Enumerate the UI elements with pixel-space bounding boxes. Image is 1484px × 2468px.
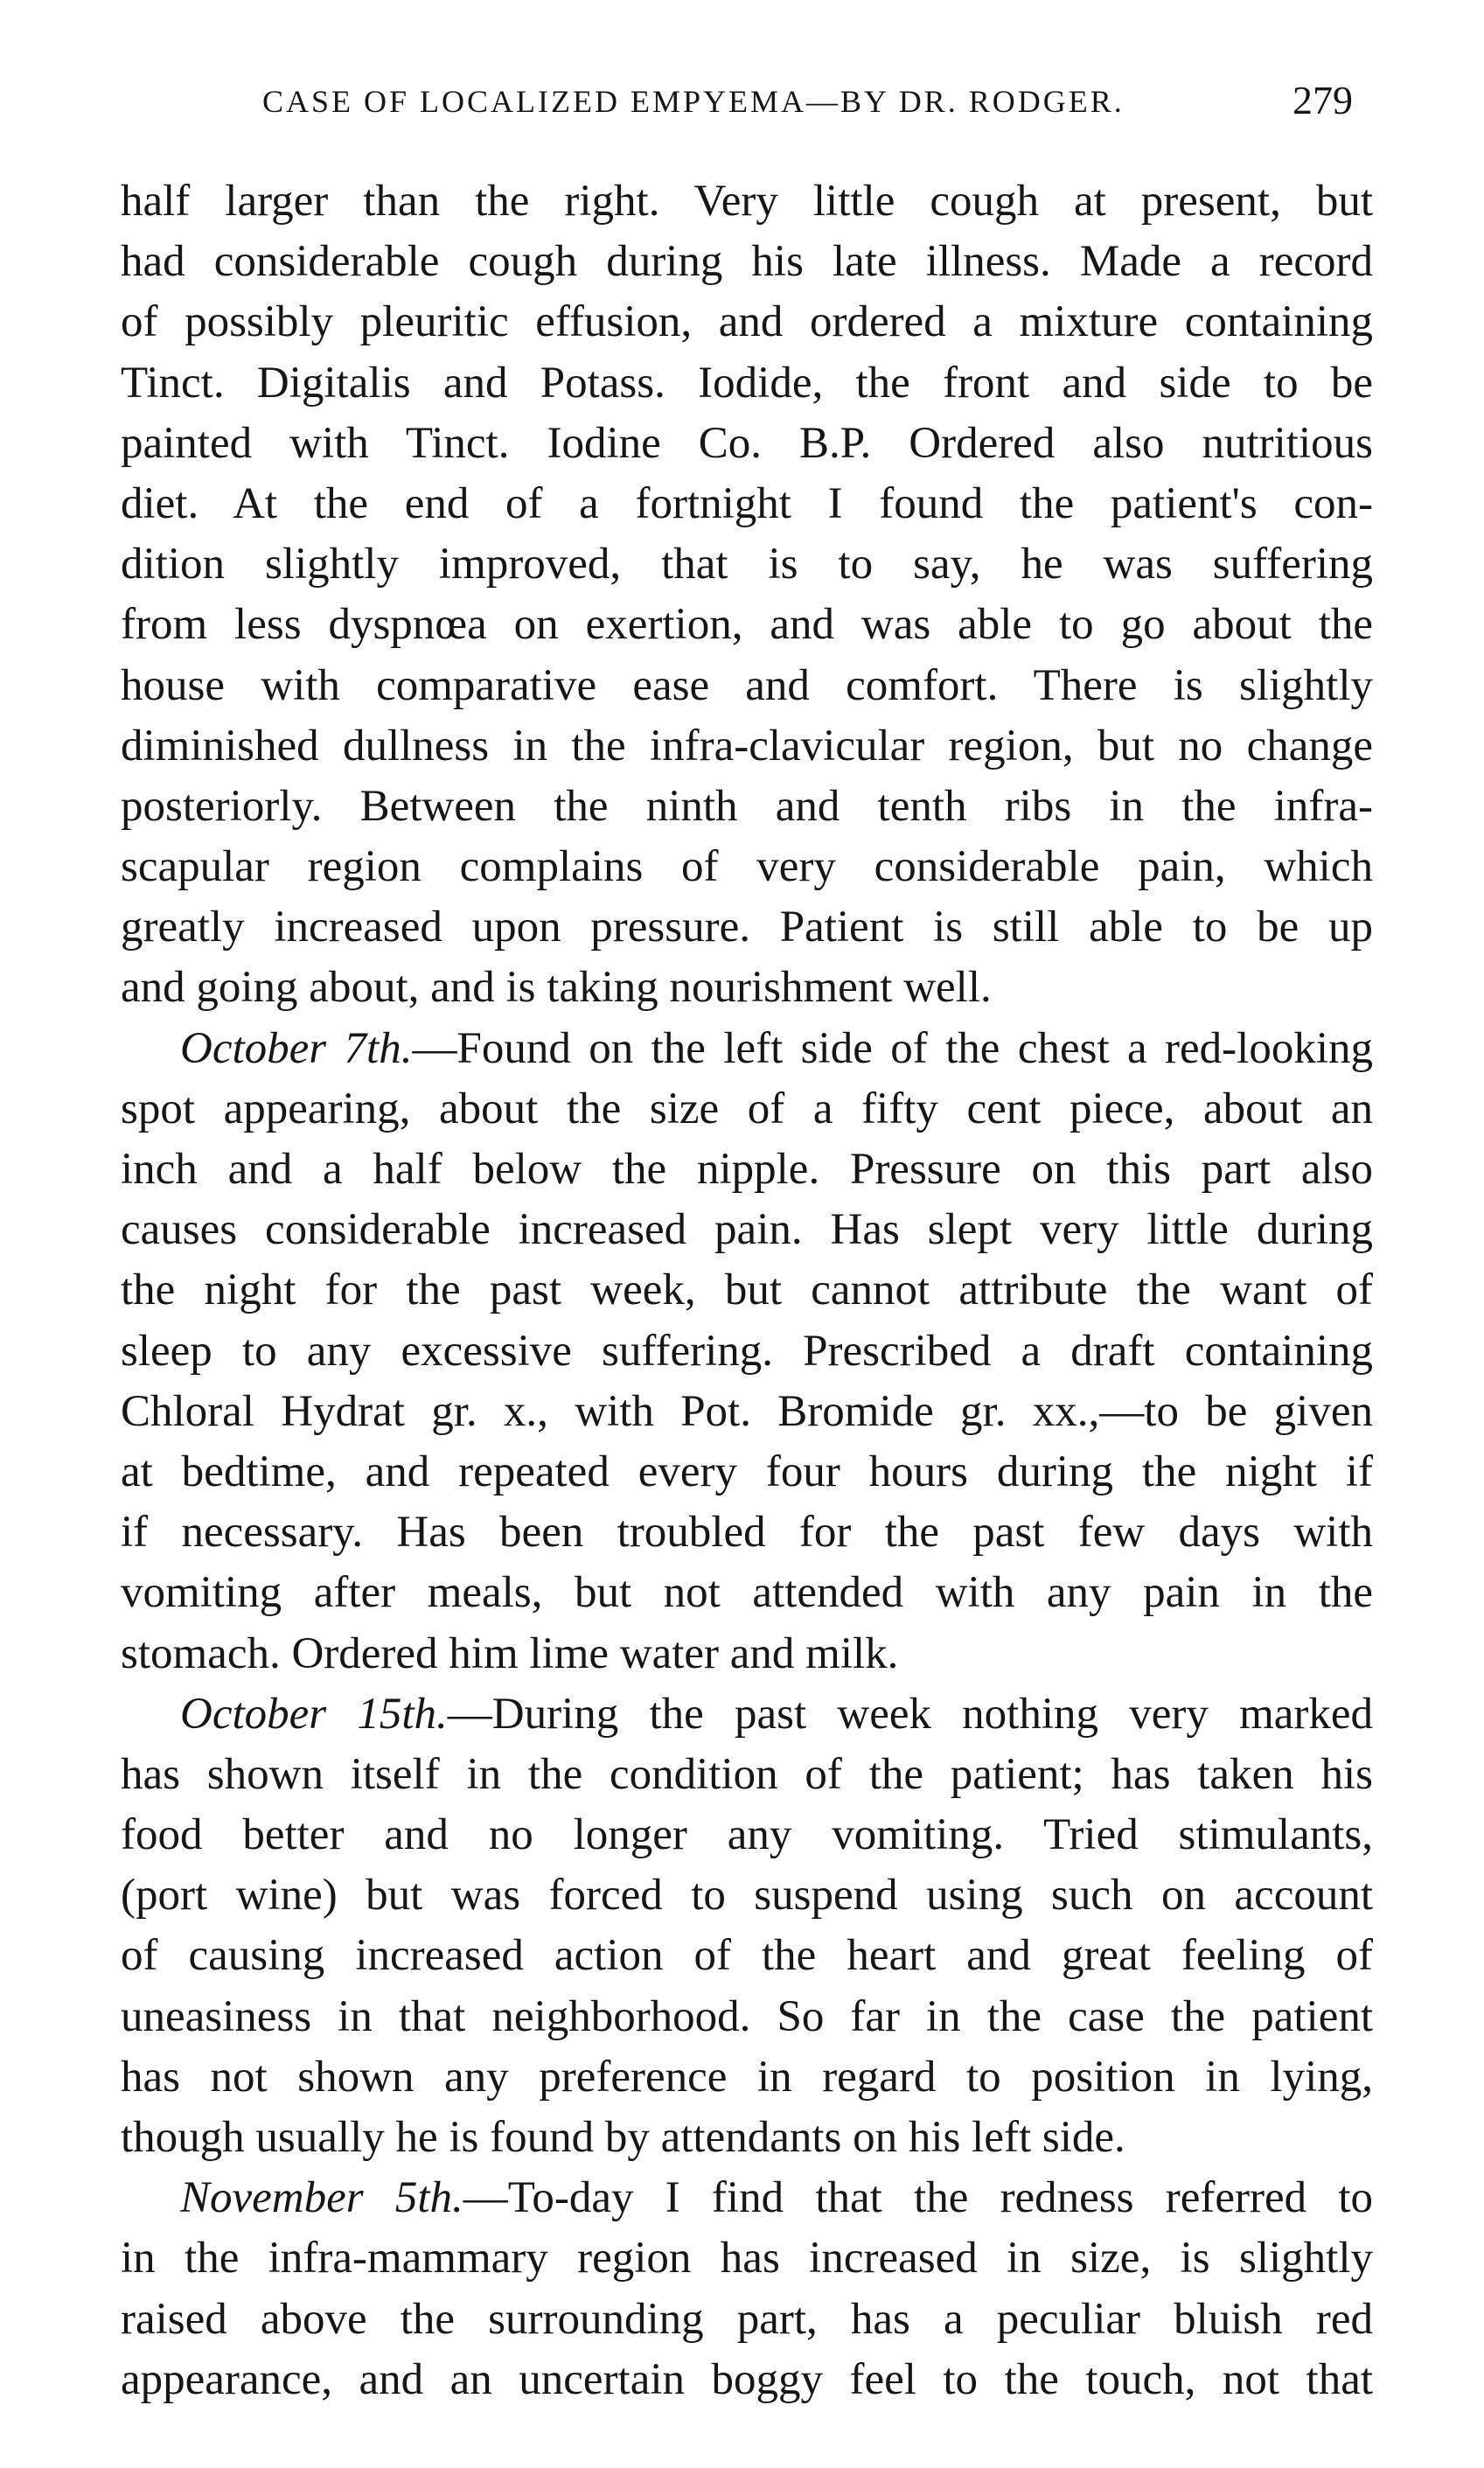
text-line: from less dyspnœa on exertion, and was able to go about the	[121, 600, 1373, 650]
text-line: spot appearing, about the size of a fifty cent piece, about an	[121, 1084, 1373, 1133]
text-line: vomiting after meals, but not attended with any pain in the	[121, 1568, 1373, 1618]
text-line: appearance, and an uncertain boggy feel to the touch, not that	[121, 2354, 1373, 2404]
text-line: in the infra-mammary region has increased in size, is slightly	[121, 2234, 1373, 2283]
text-line: greatly increased upon pressure. Patient is still able to be up	[121, 903, 1373, 952]
body-text	[121, 171, 1373, 2410]
page-number: 279	[1292, 78, 1353, 122]
entry-date-nov-5: November 5th.	[180, 2173, 463, 2223]
text-line: has not shown any preference in regard to position in lying,	[121, 2052, 1373, 2102]
text-line-dated	[121, 1684, 1373, 1745]
text-line: raised above the surrounding part, has a peculiar bluish red	[121, 2294, 1373, 2344]
text-line: and going about, and is taking nourishment well.	[121, 963, 992, 1013]
text-line: of causing increased action of the heart and great feeling of	[121, 1931, 1373, 1981]
text-line: food better and no longer any vomiting. Tried stimulants,	[121, 1810, 1373, 1860]
text-line: scapular region complains of very considerable pain, which	[121, 842, 1373, 892]
text-line: of possibly pleuritic effusion, and ordered a mixture containing	[121, 297, 1373, 347]
entry-date-oct-7: October 7th.	[180, 1023, 413, 1073]
running-head-title: CASE OF LOCALIZED EMPYEMA—BY DR. RODGER.	[262, 84, 1125, 119]
text-line: uneasiness in that neighborhood. So far in the case the patient	[121, 1991, 1373, 2041]
text-line: (port wine) but was forced to suspend using such on account	[121, 1871, 1373, 1921]
text-line: causes considerable increased pain. Has slept very little during	[121, 1205, 1373, 1255]
text-line: at bedtime, and repeated every four hours during the night if	[121, 1447, 1373, 1496]
text-line: the night for the past week, but cannot attribute the want of	[121, 1265, 1373, 1315]
text-line: Tinct. Digitalis and Potass. Iodide, the front and side to be	[121, 358, 1373, 408]
text-line: posteriorly. Between the ninth and tenth ribs in the infra-	[121, 781, 1373, 831]
text-line: house with comparative ease and comfort. There is slightly	[121, 660, 1373, 710]
text-line: though usually he is found by attendants on his left side.	[121, 2113, 1125, 2162]
text-line: diet. At the end of a fortnight I found the patient's con-	[121, 478, 1373, 528]
text-line-remainder: —Found on the left side of the chest a red-looking	[412, 1023, 1373, 1073]
text-line: inch and a half below the nipple. Pressure on this part also	[121, 1145, 1373, 1194]
text-line: stomach. Ordered him lime water and milk.	[121, 1628, 899, 1678]
text-line: diminished dullness in the infra-clavicular region, but no change	[121, 721, 1373, 770]
text-line: sleep to any excessive suffering. Prescribed a draft containing	[121, 1326, 1373, 1376]
text-line: half larger than the right. Very little cough at present, but	[121, 177, 1373, 226]
entry-date-oct-15: October 15th.	[180, 1689, 448, 1739]
text-line-dated	[121, 1019, 1373, 1079]
text-line: had considerable cough during his late illness. Made a record	[121, 237, 1373, 287]
text-line: dition slightly improved, that is to say, he was suffering	[121, 540, 1373, 589]
text-line-remainder: —To-day I find that the redness referred to	[463, 2173, 1373, 2223]
text-line-remainder: —During the past week nothing very marked	[447, 1689, 1373, 1739]
text-line-dated	[121, 2168, 1373, 2228]
text-line: if necessary. Has been troubled for the past few days with	[121, 1508, 1373, 1558]
text-line: painted with Tinct. Iodine Co. B.P. Ordered also nutritious	[121, 418, 1373, 468]
text-line: Chloral Hydrat gr. x., with Pot. Bromide gr. xx.,—to be given	[121, 1386, 1373, 1436]
text-line: has shown itself in the condition of the patient; has taken his	[121, 1749, 1373, 1799]
